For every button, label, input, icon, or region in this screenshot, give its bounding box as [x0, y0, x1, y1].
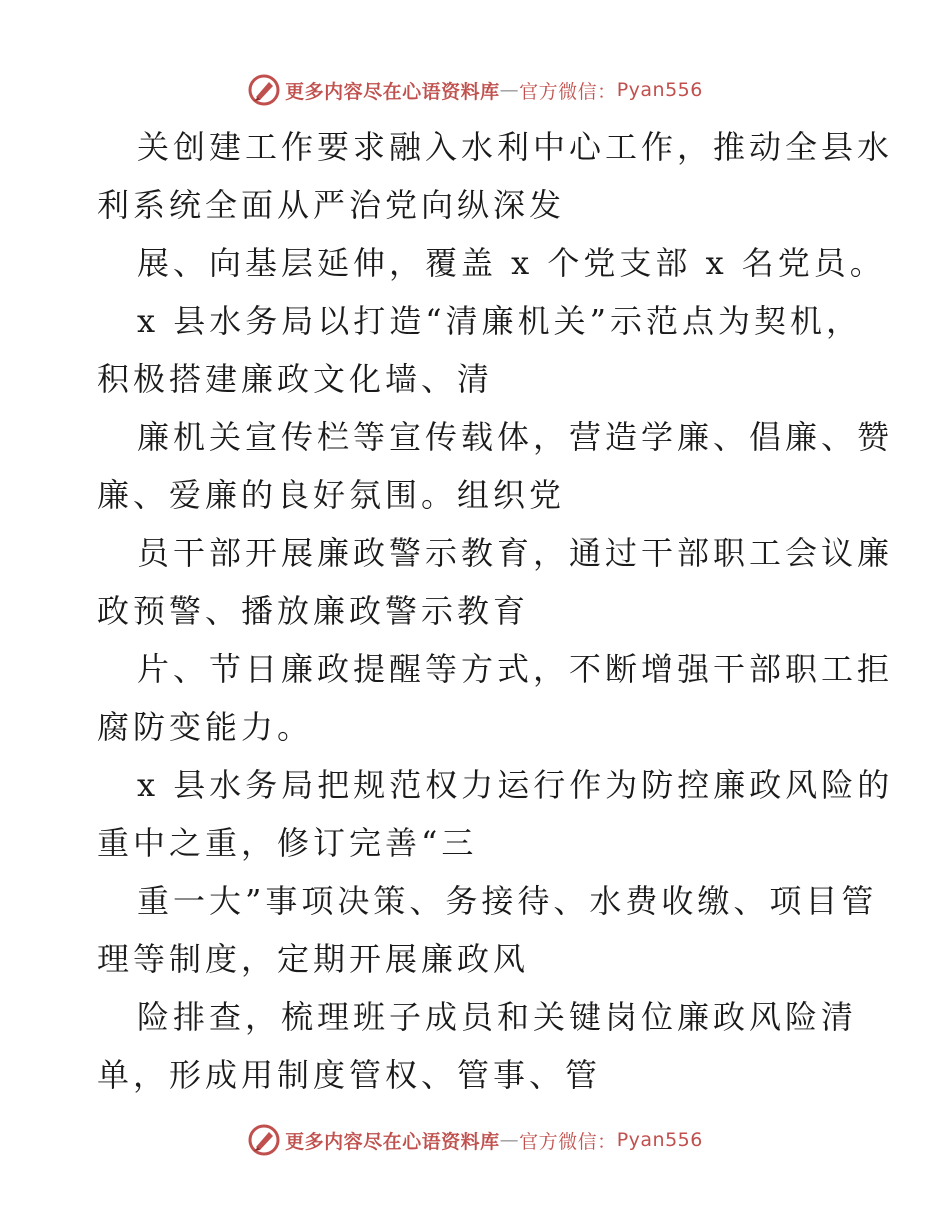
text-line: 展、向基层延伸，覆盖 x 个党支部 x 名党员。 [137, 244, 886, 282]
text-line: 重一大”事项决策、务接待、水费收缴、项目管 [137, 882, 878, 920]
text-line: 廉机关宣传栏等宣传载体，营造学廉、倡廉、赞 [137, 418, 894, 456]
text-line: 片、节日廉政提醒等方式，不断增强干部职工拒 [137, 650, 894, 688]
banner-brand-text: 更多内容尽在心语资料库 [285, 80, 500, 103]
text-line: 腐防变能力。 [97, 708, 314, 746]
logo-icon [247, 1123, 281, 1157]
text-line: 险排查，梳理班子成员和关键岗位廉政风险清 [137, 998, 858, 1036]
text-line: 廉、爱廉的良好氛围。组织党 [97, 476, 566, 514]
text-line: 积极搭建廉政文化墙、清 [97, 360, 494, 398]
text-line: 理等制度，定期开展廉政风 [97, 940, 530, 978]
text-line: x 县水务局以打造“清廉机关”示范点为契机， [137, 302, 862, 340]
text-line: 单，形成用制度管权、管事、管 [97, 1056, 602, 1094]
text-line: x 县水务局把规范权力运行作为防控廉政风险的 [137, 766, 894, 804]
footer-watermark-banner [0, 1120, 950, 1160]
document-body [97, 118, 894, 1104]
logo-icon [247, 73, 281, 107]
text-line: 利系统全面从严治党向纵深发 [97, 186, 566, 224]
banner-separator: — [499, 79, 520, 101]
banner-wechat-handle: Pyan556 [616, 79, 703, 101]
text-line: 政预警、播放廉政警示教育 [97, 592, 530, 630]
banner-wechat-handle: Pyan556 [616, 1129, 703, 1151]
header-watermark-banner [0, 70, 950, 110]
banner-wechat-label: 官方微信： [519, 80, 617, 103]
banner-wechat-label: 官方微信： [519, 1130, 617, 1153]
banner-brand-text: 更多内容尽在心语资料库 [285, 1130, 500, 1153]
text-line: 重中之重，修订完善“三 [97, 824, 478, 862]
text-line: 员干部开展廉政警示教育，通过干部职工会议廉 [137, 534, 894, 572]
banner-separator: — [499, 1129, 520, 1151]
text-line: 关创建工作要求融入水利中心工作，推动全县水 [137, 128, 894, 166]
